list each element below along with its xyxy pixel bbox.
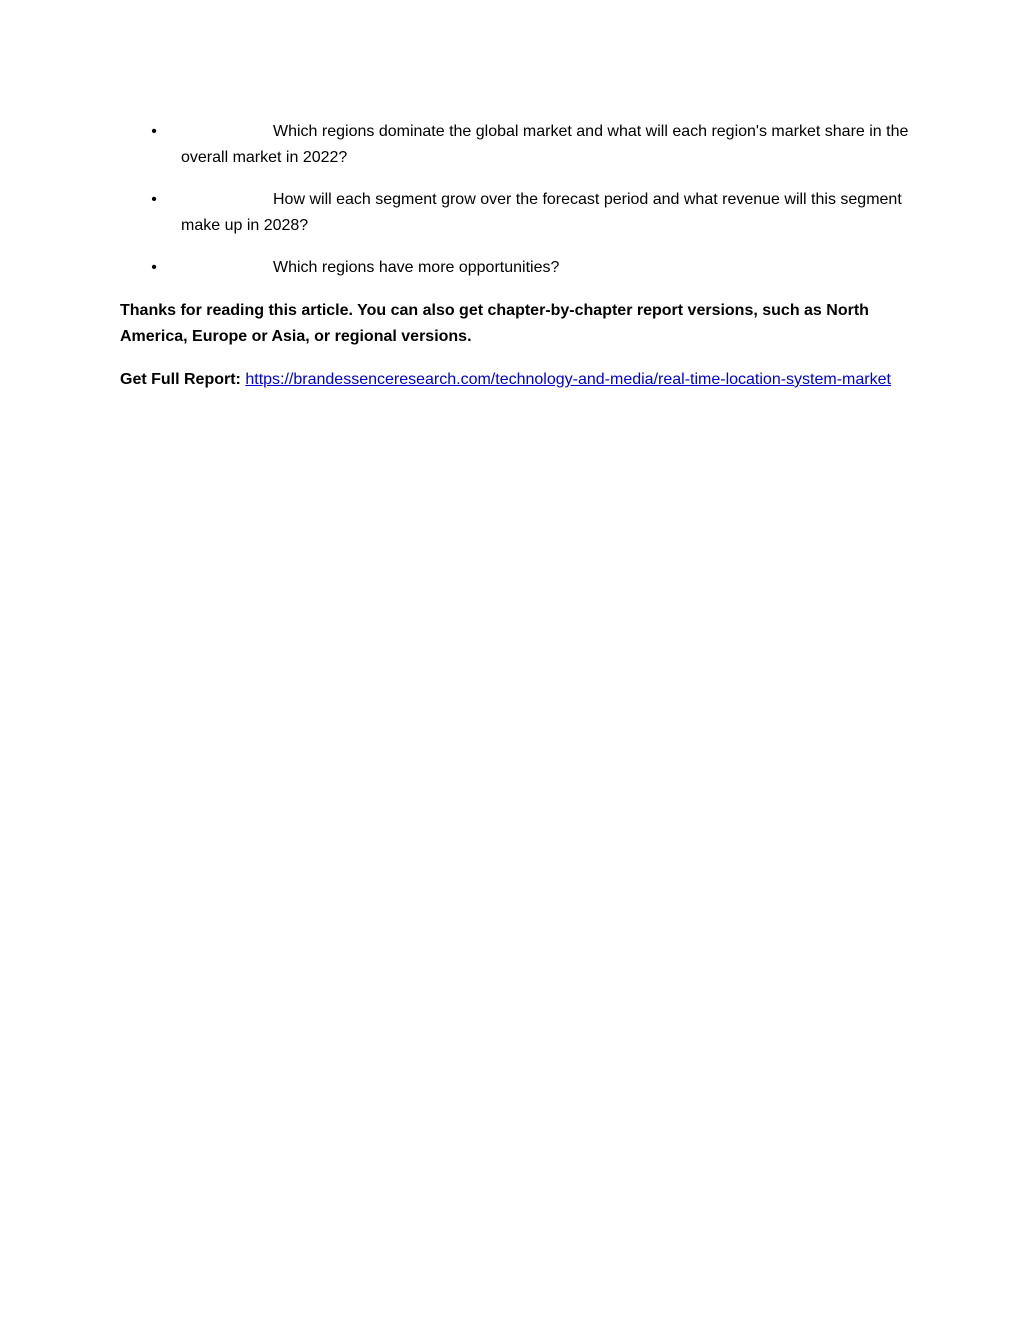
list-item: [120, 255, 910, 281]
list-item-text: How will each segment grow over the forecast period and what revenue will this segment make up in 2028?: [181, 191, 902, 234]
list-item: [120, 187, 910, 239]
full-report-paragraph: [120, 367, 910, 393]
bullet-icon: •: [151, 259, 157, 276]
question-list: [120, 119, 910, 297]
list-item-text: Which regions dominate the global market and what will each region's market share in the overall market in 2022?: [181, 123, 909, 166]
list-item-text: Which regions have more opportunities?: [273, 259, 560, 276]
bullet-icon: •: [151, 123, 157, 140]
bullet-icon: •: [151, 191, 157, 208]
full-report-link[interactable]: https://brandessenceresearch.com/technology-and-media/real-time-location-system-market: [245, 371, 891, 388]
full-report-label: Get Full Report:: [120, 371, 241, 388]
list-item: [120, 119, 910, 171]
thanks-paragraph: Thanks for reading this article. You can also get chapter-by-chapter report versions, such as North America, Europe or Asia, or regional versions.: [120, 302, 869, 345]
